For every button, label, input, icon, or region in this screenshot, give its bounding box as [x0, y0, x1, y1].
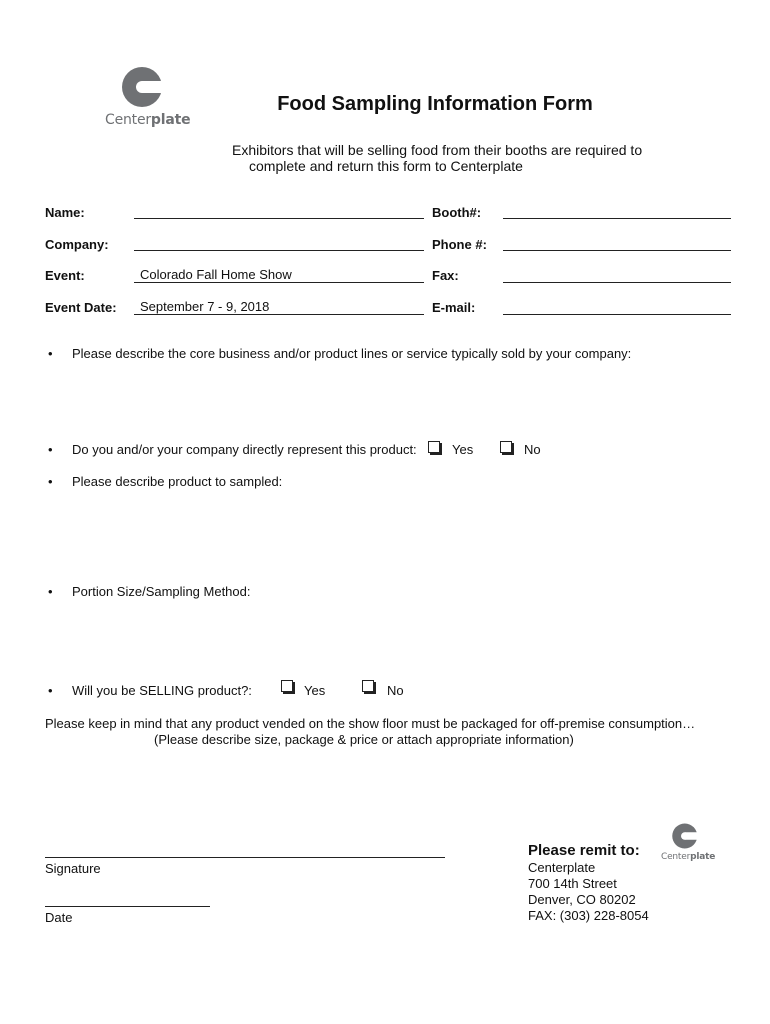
bullet: • — [48, 584, 53, 599]
selling-no-checkbox[interactable] — [362, 680, 374, 692]
company-field[interactable] — [134, 235, 424, 251]
company-label: Company: — [45, 237, 109, 252]
remit-fax: FAX: (303) 228-8054 — [528, 908, 649, 923]
bullet: • — [48, 683, 53, 698]
selling-no-label: No — [387, 683, 404, 698]
logo-text-bold: plate — [150, 112, 191, 128]
represent-no-label: No — [524, 442, 541, 457]
fax-label: Fax: — [432, 268, 459, 283]
logo-text-light: Center — [105, 112, 151, 128]
page-title: Food Sampling Information Form — [277, 93, 593, 115]
email-label: E-mail: — [432, 300, 476, 315]
remit-company: Centerplate — [528, 860, 596, 875]
intro-line-1: Exhibitors that will be selling food from their booths are required to — [232, 142, 643, 158]
date-label: Date — [45, 910, 73, 925]
logo-text-bold-small: plate — [690, 852, 716, 862]
question-core-business: Please describe the core business and/or product lines or service typically sold by your company: — [72, 346, 632, 361]
phone-label: Phone #: — [432, 237, 487, 252]
signature-label: Signature — [45, 861, 101, 876]
signature-line[interactable] — [45, 857, 445, 858]
selling-yes-label: Yes — [304, 683, 326, 698]
bullet: • — [48, 346, 53, 361]
name-field[interactable] — [134, 203, 424, 219]
question-selling-product: Will you be SELLING product?: — [72, 683, 252, 698]
notice-line-1: Please keep in mind that any product vended on the show floor must be packaged for off-premise consumption… — [45, 716, 696, 731]
date-line[interactable] — [45, 906, 210, 907]
bullet: • — [48, 474, 53, 489]
centerplate-logo-small-icon — [661, 822, 711, 850]
remit-title: Please remit to: — [528, 842, 640, 859]
event-date-field[interactable]: September 7 - 9, 2018 — [134, 299, 424, 315]
remit-address — [528, 860, 649, 924]
booth-label: Booth#: — [432, 205, 482, 220]
represent-yes-checkbox[interactable] — [428, 441, 440, 453]
intro-line-2: complete and return this form to Centerplate — [249, 158, 523, 174]
name-label: Name: — [45, 205, 85, 220]
represent-no-checkbox[interactable] — [500, 441, 512, 453]
question-represent-product: Do you and/or your company directly represent this product: — [72, 442, 417, 457]
remit-street: 700 14th Street — [528, 876, 617, 891]
question-portion-size: Portion Size/Sampling Method: — [72, 584, 251, 599]
selling-yes-checkbox[interactable] — [281, 680, 293, 692]
question-describe-product: Please describe product to sampled: — [72, 474, 283, 489]
event-date-label: Event Date: — [45, 300, 117, 315]
logo-wordmark-small — [661, 852, 715, 862]
bullet: • — [48, 442, 53, 457]
phone-field[interactable] — [503, 235, 731, 251]
fax-field[interactable] — [503, 267, 731, 283]
event-field[interactable]: Colorado Fall Home Show — [134, 267, 424, 283]
centerplate-logo-small — [660, 822, 720, 866]
notice-line-2: (Please describe size, package & price or attach appropriate information) — [154, 732, 574, 747]
remit-city: Denver, CO 80202 — [528, 892, 636, 907]
logo-text-light-small: Center — [661, 852, 691, 862]
represent-yes-label: Yes — [452, 442, 474, 457]
booth-field[interactable] — [503, 203, 731, 219]
event-label: Event: — [45, 268, 85, 283]
email-field[interactable] — [503, 299, 731, 315]
